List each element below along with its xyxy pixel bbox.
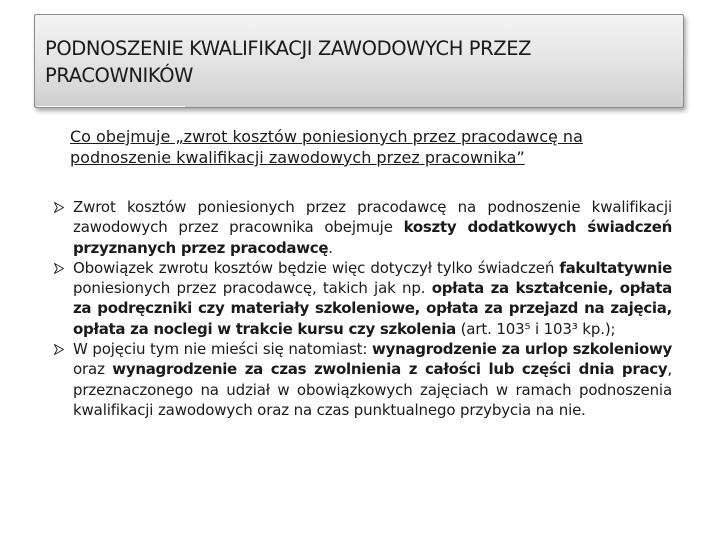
- slide-title-line1: PODNOSZENIE KWALIFIKACJI ZAWODOWYCH PRZEZ: [45, 37, 532, 60]
- slide-title-line2: PRACOWNIKÓW: [45, 64, 194, 87]
- bullet-text-bold: koszty dodatkowych świadczeń przyznanych przez pracodawcę: [73, 218, 672, 257]
- bullet-text: Obowiązek zwrotu kosztów będzie więc dotyczył tylko świadczeń: [73, 258, 560, 277]
- slide-subtitle: Co obejmuje „zwrot kosztów poniesionych przez pracodawcę na podnoszenie kwalifikacji zawodowych przez pracownika”: [70, 127, 583, 167]
- bullet-text: .: [328, 238, 333, 257]
- bullet-text-bold: wynagrodzenie za czas zwolnienia z całości lub części dnia pracy: [112, 360, 668, 379]
- bullet-item: [54, 258, 672, 339]
- title-underline-rule: [37, 106, 185, 107]
- bullet-item: [54, 339, 672, 420]
- bullet-text: poniesionych przez pracodawcę, takich jak np.: [73, 279, 432, 298]
- bullet-text: Zwrot kosztów poniesionych przez pracodawcę na podnoszenie kwalifikacji zawodowych przez pracownika obejmuje: [73, 198, 672, 237]
- bullet-text: oraz: [73, 360, 113, 379]
- arrow-bullet-icon: [54, 344, 64, 355]
- bullet-text: (art. 103⁵ i 103³ kp.);: [455, 319, 616, 338]
- arrow-bullet-icon: [54, 202, 64, 213]
- bullet-item: [54, 197, 672, 258]
- bullet-text-bold: opłata za kształcenie, opłata za podręczniki czy materiały szkoleniowe, opłata za przejazd na zajęcia, opłata za noclegi w trakcie kursu czy szkolenia: [73, 279, 673, 338]
- bullet-text: , przeznaczonego na udział w obowiązkowych zajęciach w ramach podnoszenia kwalifikacji zawodowych oraz na czas punktualnego przybycia na nie.: [73, 360, 672, 419]
- bullet-list: [54, 197, 672, 420]
- bullet-text: W pojęciu tym nie mieści się natomiast:: [73, 340, 373, 359]
- arrow-bullet-icon: [54, 263, 64, 274]
- slide-title: [45, 35, 531, 89]
- title-box: [34, 14, 684, 108]
- bullet-text-bold: wynagrodzenie za urlop szkoleniowy: [372, 340, 672, 359]
- bullet-text-bold: fakultatywnie: [559, 258, 672, 277]
